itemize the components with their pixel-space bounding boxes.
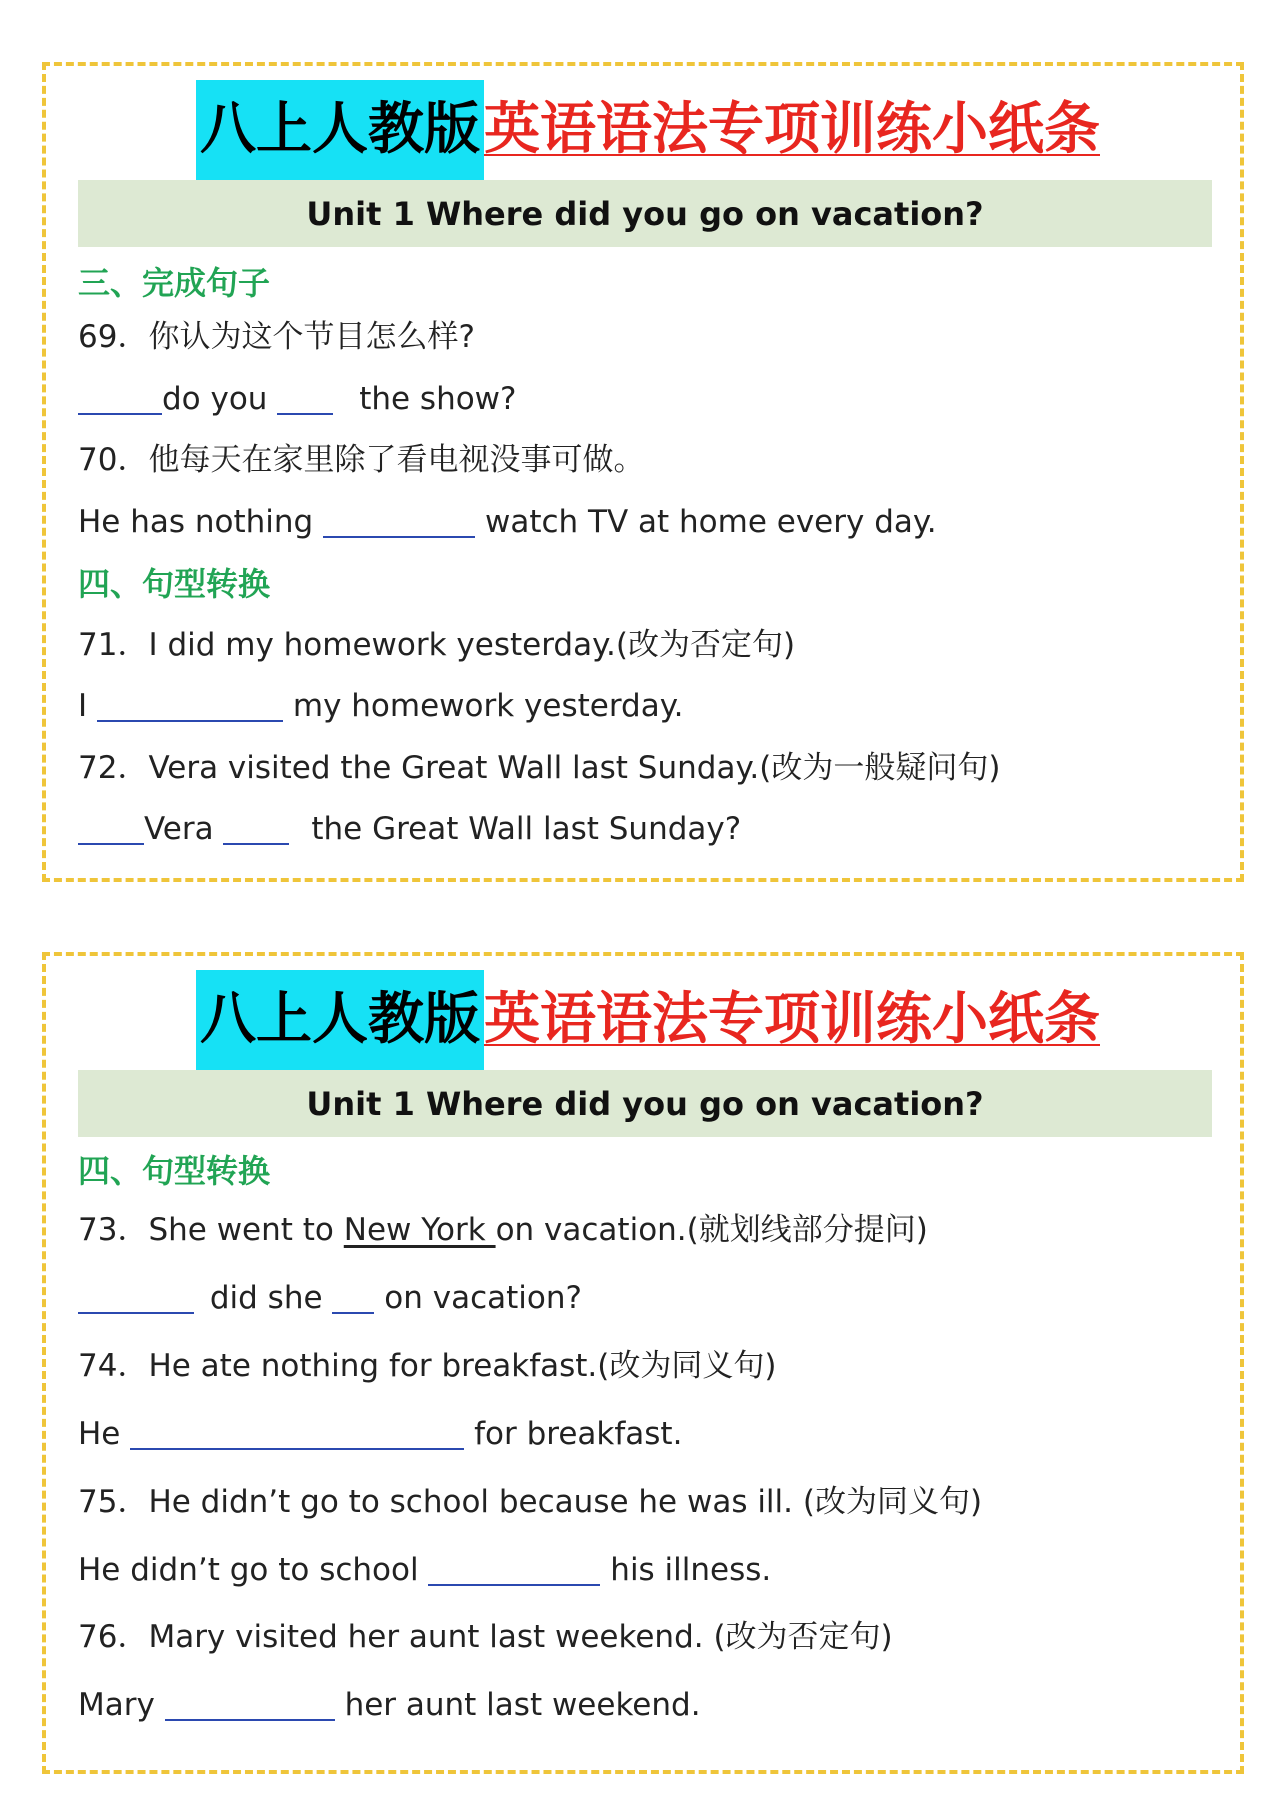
section-heading-complete-sentences: 三、完成句子: [78, 264, 271, 302]
answer-blank[interactable]: [223, 813, 289, 845]
answer-line-73: [78, 1278, 582, 1318]
page-title: [196, 970, 1100, 1070]
answer-text: on vacation?: [384, 1280, 582, 1316]
question-76: 76．Mary visited her aunt last weekend. (改为否定句): [78, 1619, 893, 1655]
title-right: 英语语法专项训练小纸条: [484, 987, 1100, 1052]
question-72: 72．Vera visited the Great Wall last Sunday.(改为一般疑问句): [78, 750, 1001, 786]
question-71: 71．I did my homework yesterday.(改为否定句): [78, 627, 796, 663]
answer-text: her aunt last weekend.: [344, 1687, 701, 1723]
question-75: 75．He didn’t go to school because he was ill. (改为同义句): [78, 1484, 983, 1520]
answer-line-70: [78, 502, 937, 542]
page-title: [196, 80, 1100, 180]
title-left: 八上人教版: [196, 80, 484, 180]
answer-text: watch TV at home every day.: [484, 504, 937, 540]
answer-text: the Great Wall last Sunday?: [311, 811, 742, 847]
question-text: 73．She went to: [78, 1212, 344, 1248]
question-text: on vacation.(就划线部分提问): [495, 1212, 928, 1248]
answer-text: I: [78, 688, 88, 724]
unit-heading: Unit 1 Where did you go on vacation?: [78, 180, 1212, 247]
answer-blank[interactable]: [78, 813, 144, 845]
answer-text: Vera: [144, 811, 214, 847]
question-70: 70．他每天在家里除了看电视没事可做。: [78, 442, 645, 478]
answer-line-71: [78, 686, 683, 726]
answer-blank[interactable]: [165, 1689, 335, 1721]
unit-heading: Unit 1 Where did you go on vacation?: [78, 1070, 1212, 1137]
answer-text: his illness.: [610, 1552, 772, 1588]
answer-blank[interactable]: [277, 383, 333, 415]
answer-text: He: [78, 1416, 121, 1452]
answer-line-76: [78, 1685, 701, 1725]
question-74: 74．He ate nothing for breakfast.(改为同义句): [78, 1348, 777, 1384]
answer-text: the show?: [359, 381, 517, 417]
answer-blank[interactable]: [323, 506, 475, 538]
answer-blank[interactable]: [97, 690, 283, 722]
question-69: 69．你认为这个节目怎么样?: [78, 319, 475, 355]
underlined-phrase: New York: [343, 1212, 496, 1248]
answer-text: did she: [209, 1280, 323, 1316]
answer-text: do you: [162, 381, 268, 417]
answer-blank[interactable]: [428, 1554, 600, 1586]
section-heading-sentence-transform: 四、句型转换: [78, 565, 271, 603]
answer-text: my homework yesterday.: [292, 688, 684, 724]
exercise-card-1: [42, 62, 1244, 882]
section-heading-sentence-transform: 四、句型转换: [78, 1152, 271, 1190]
answer-blank[interactable]: [78, 1282, 194, 1314]
question-73: [78, 1210, 928, 1250]
answer-blank[interactable]: [332, 1282, 374, 1314]
answer-line-72: [78, 809, 741, 849]
answer-line-74: [78, 1414, 682, 1454]
title-right: 英语语法专项训练小纸条: [484, 97, 1100, 162]
answer-blank[interactable]: [130, 1418, 464, 1450]
answer-text: He has nothing: [78, 504, 314, 540]
exercise-card-2: [42, 952, 1244, 1774]
answer-text: for breakfast.: [474, 1416, 683, 1452]
answer-text: He didn’t go to school: [78, 1552, 419, 1588]
answer-line-69: [78, 379, 517, 419]
answer-line-75: [78, 1550, 771, 1590]
answer-text: Mary: [78, 1687, 155, 1723]
title-left: 八上人教版: [196, 970, 484, 1070]
answer-blank[interactable]: [78, 383, 162, 415]
